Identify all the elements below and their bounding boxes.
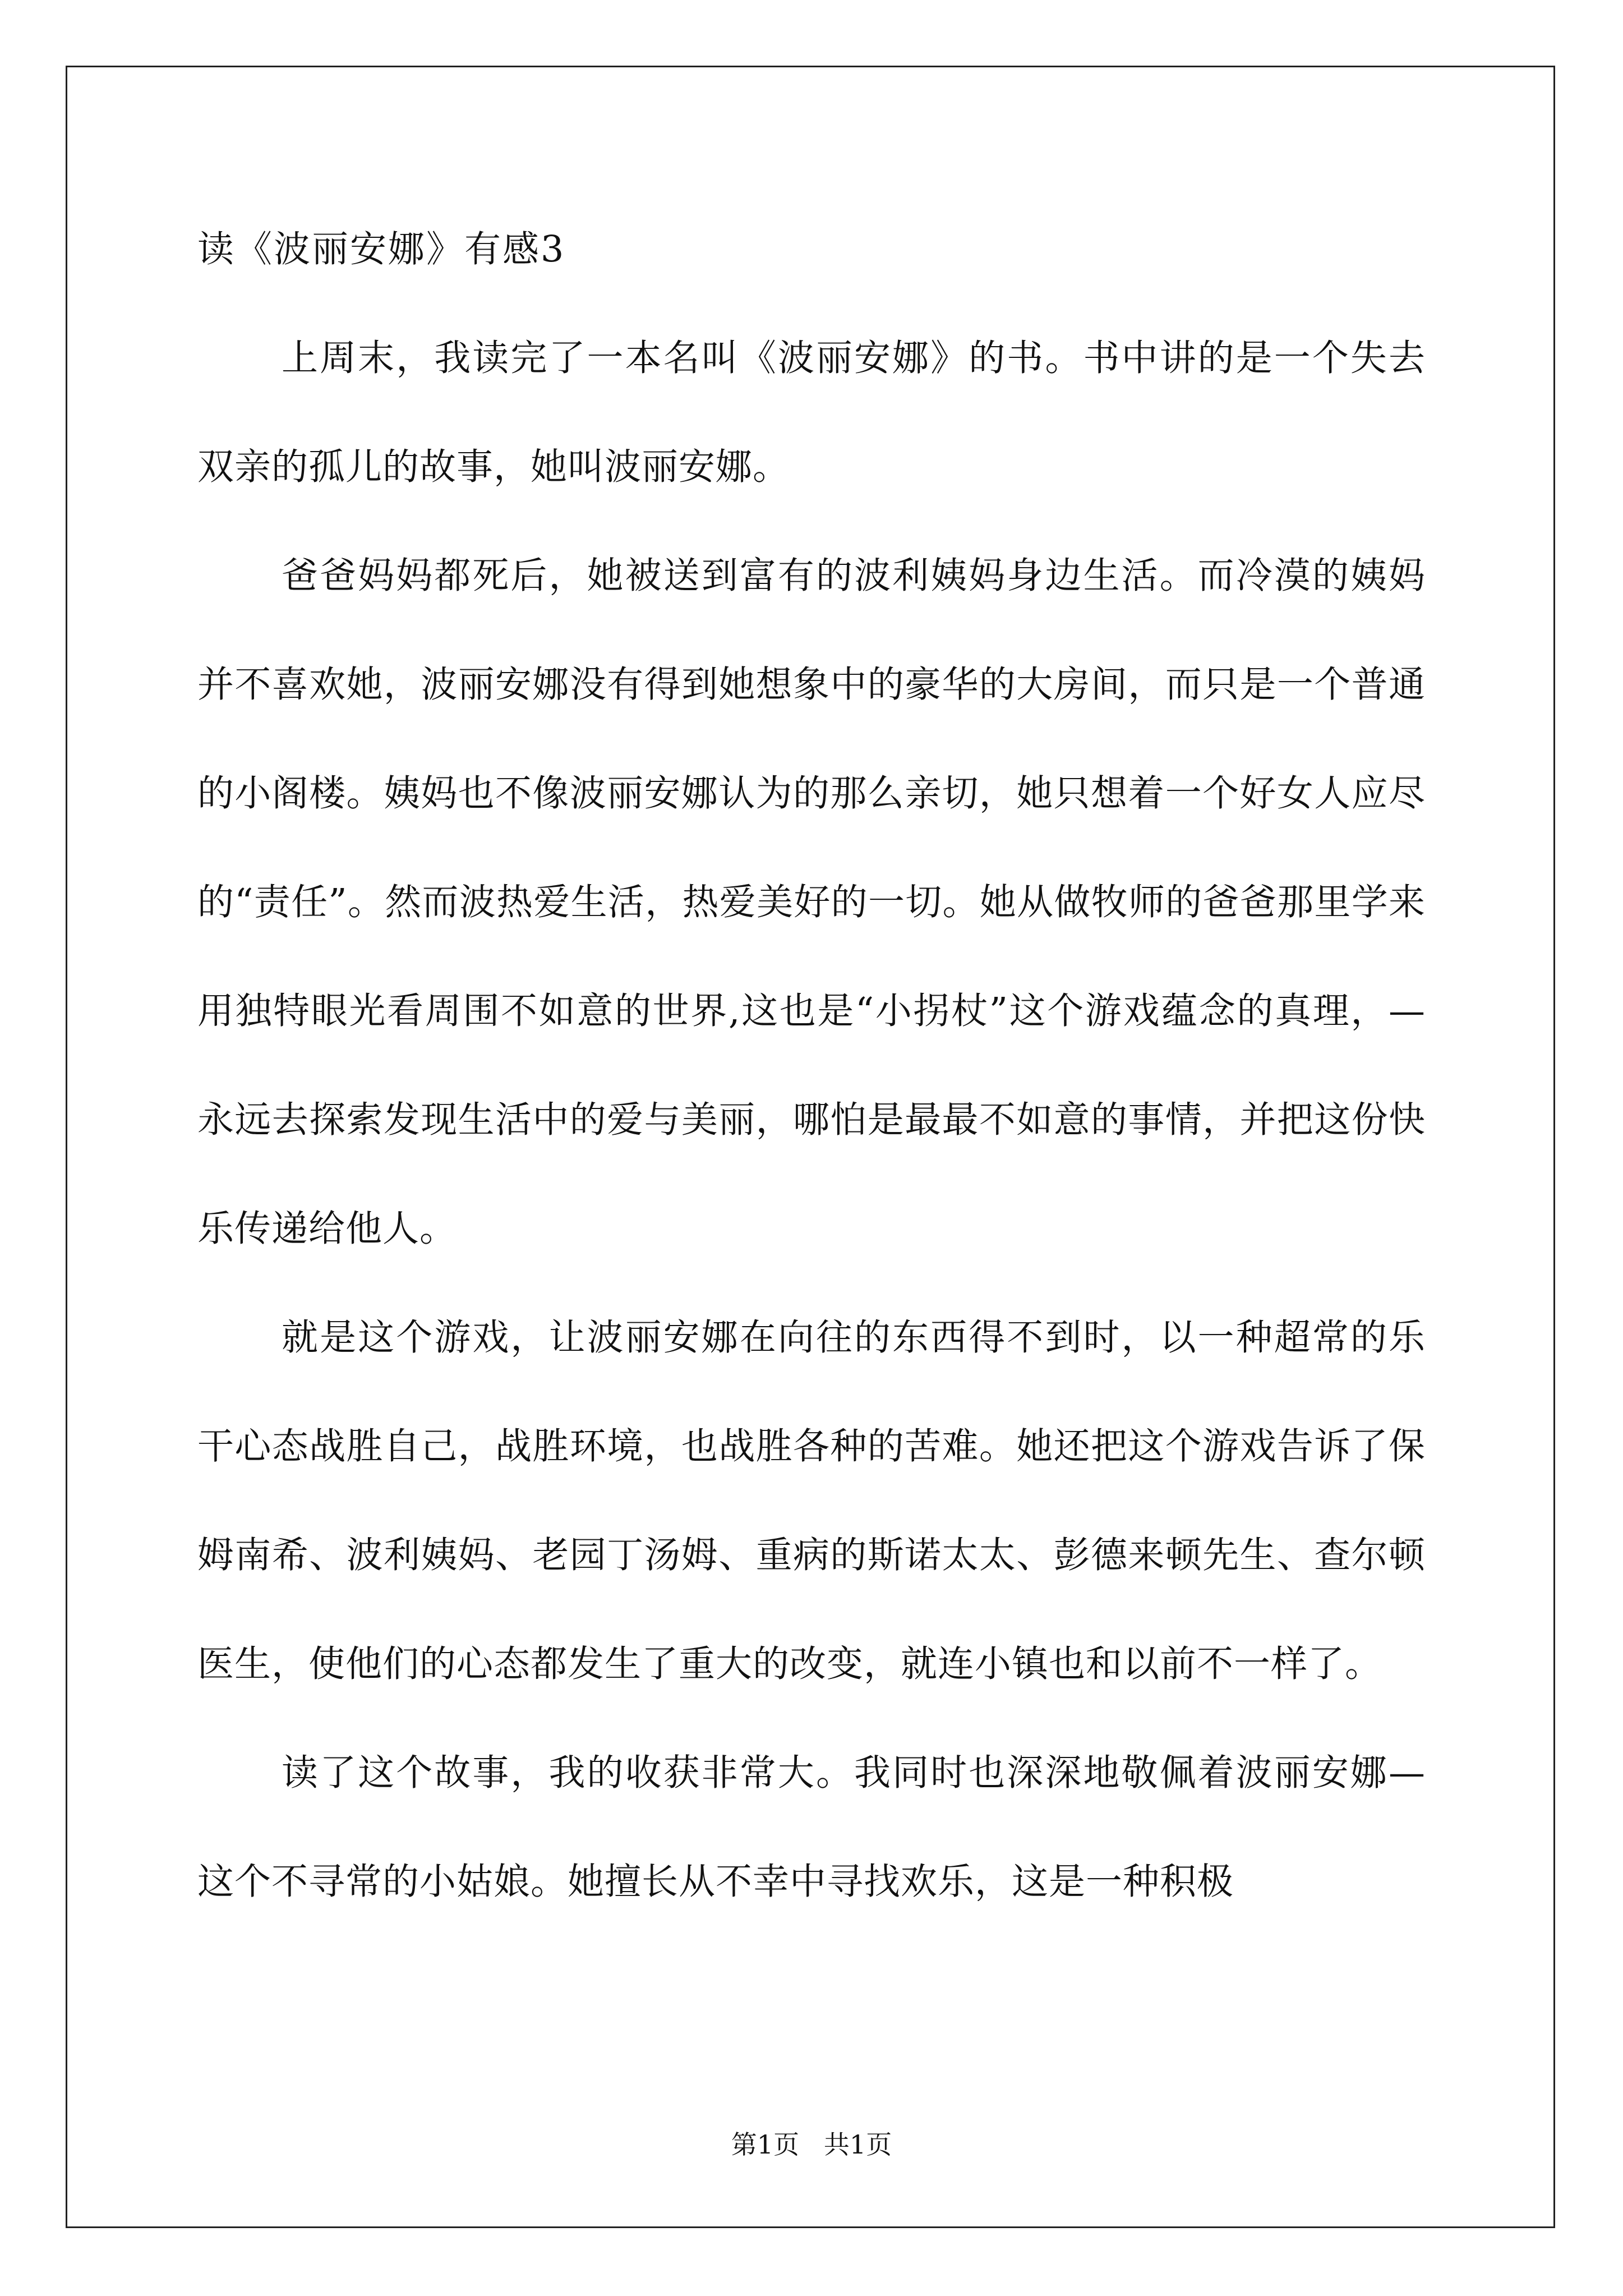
- paragraph-2: 爸爸妈妈都死后，她被送到富有的波利姨妈身边生活。而冷漠的姨妈并不喜欢她，波丽安娜没有得到她想象中的豪华的大房间，而只是一个普通的小阁楼。姨妈也不像波丽安娜认为的那么亲切，她只想着一个好女人应尽的“责任”。然而波热爱生活，热爱美好的一切。她从做牧师的爸爸那里学来用独特眼光看周围不如意的世界,这也是“小拐杖”这个游戏蕴念的真理，—永远去探索发现生活中的爱与美丽，哪怕是最最不如意的事情，并把这份快乐传递给他人。: [197, 555, 1426, 1250]
- document-title: 读《波丽安娜》有感3: [197, 228, 566, 270]
- page-number-footer: 第1页 共1页: [731, 2129, 892, 2160]
- paragraph-1: 上周末，我读完了一本名叫《波丽安娜》的书。书中讲的是一个失去双亲的孤儿的故事，她叫波丽安娜。: [197, 337, 1426, 488]
- paragraph-3: 就是这个游戏，让波丽安娜在向往的东西得不到时，以一种超常的乐干心态战胜自己，战胜环境，也战胜各种的苦难。她还把这个游戏告诉了保姆南希、波利姨妈、老园丁汤姆、重病的斯诺太太、彭德来顿先生、查尔顿医生，使他们的心态都发生了重大的改变，就连小镇也和以前不一样了。: [197, 1317, 1426, 1685]
- document-body: [197, 195, 1426, 1936]
- paragraph-4: 读了这个故事，我的收获非常大。我同时也深深地敬佩着波丽安娜—这个不寻常的小姑娘。她擅长从不幸中寻找欢乐，这是一种积极: [197, 1752, 1426, 1903]
